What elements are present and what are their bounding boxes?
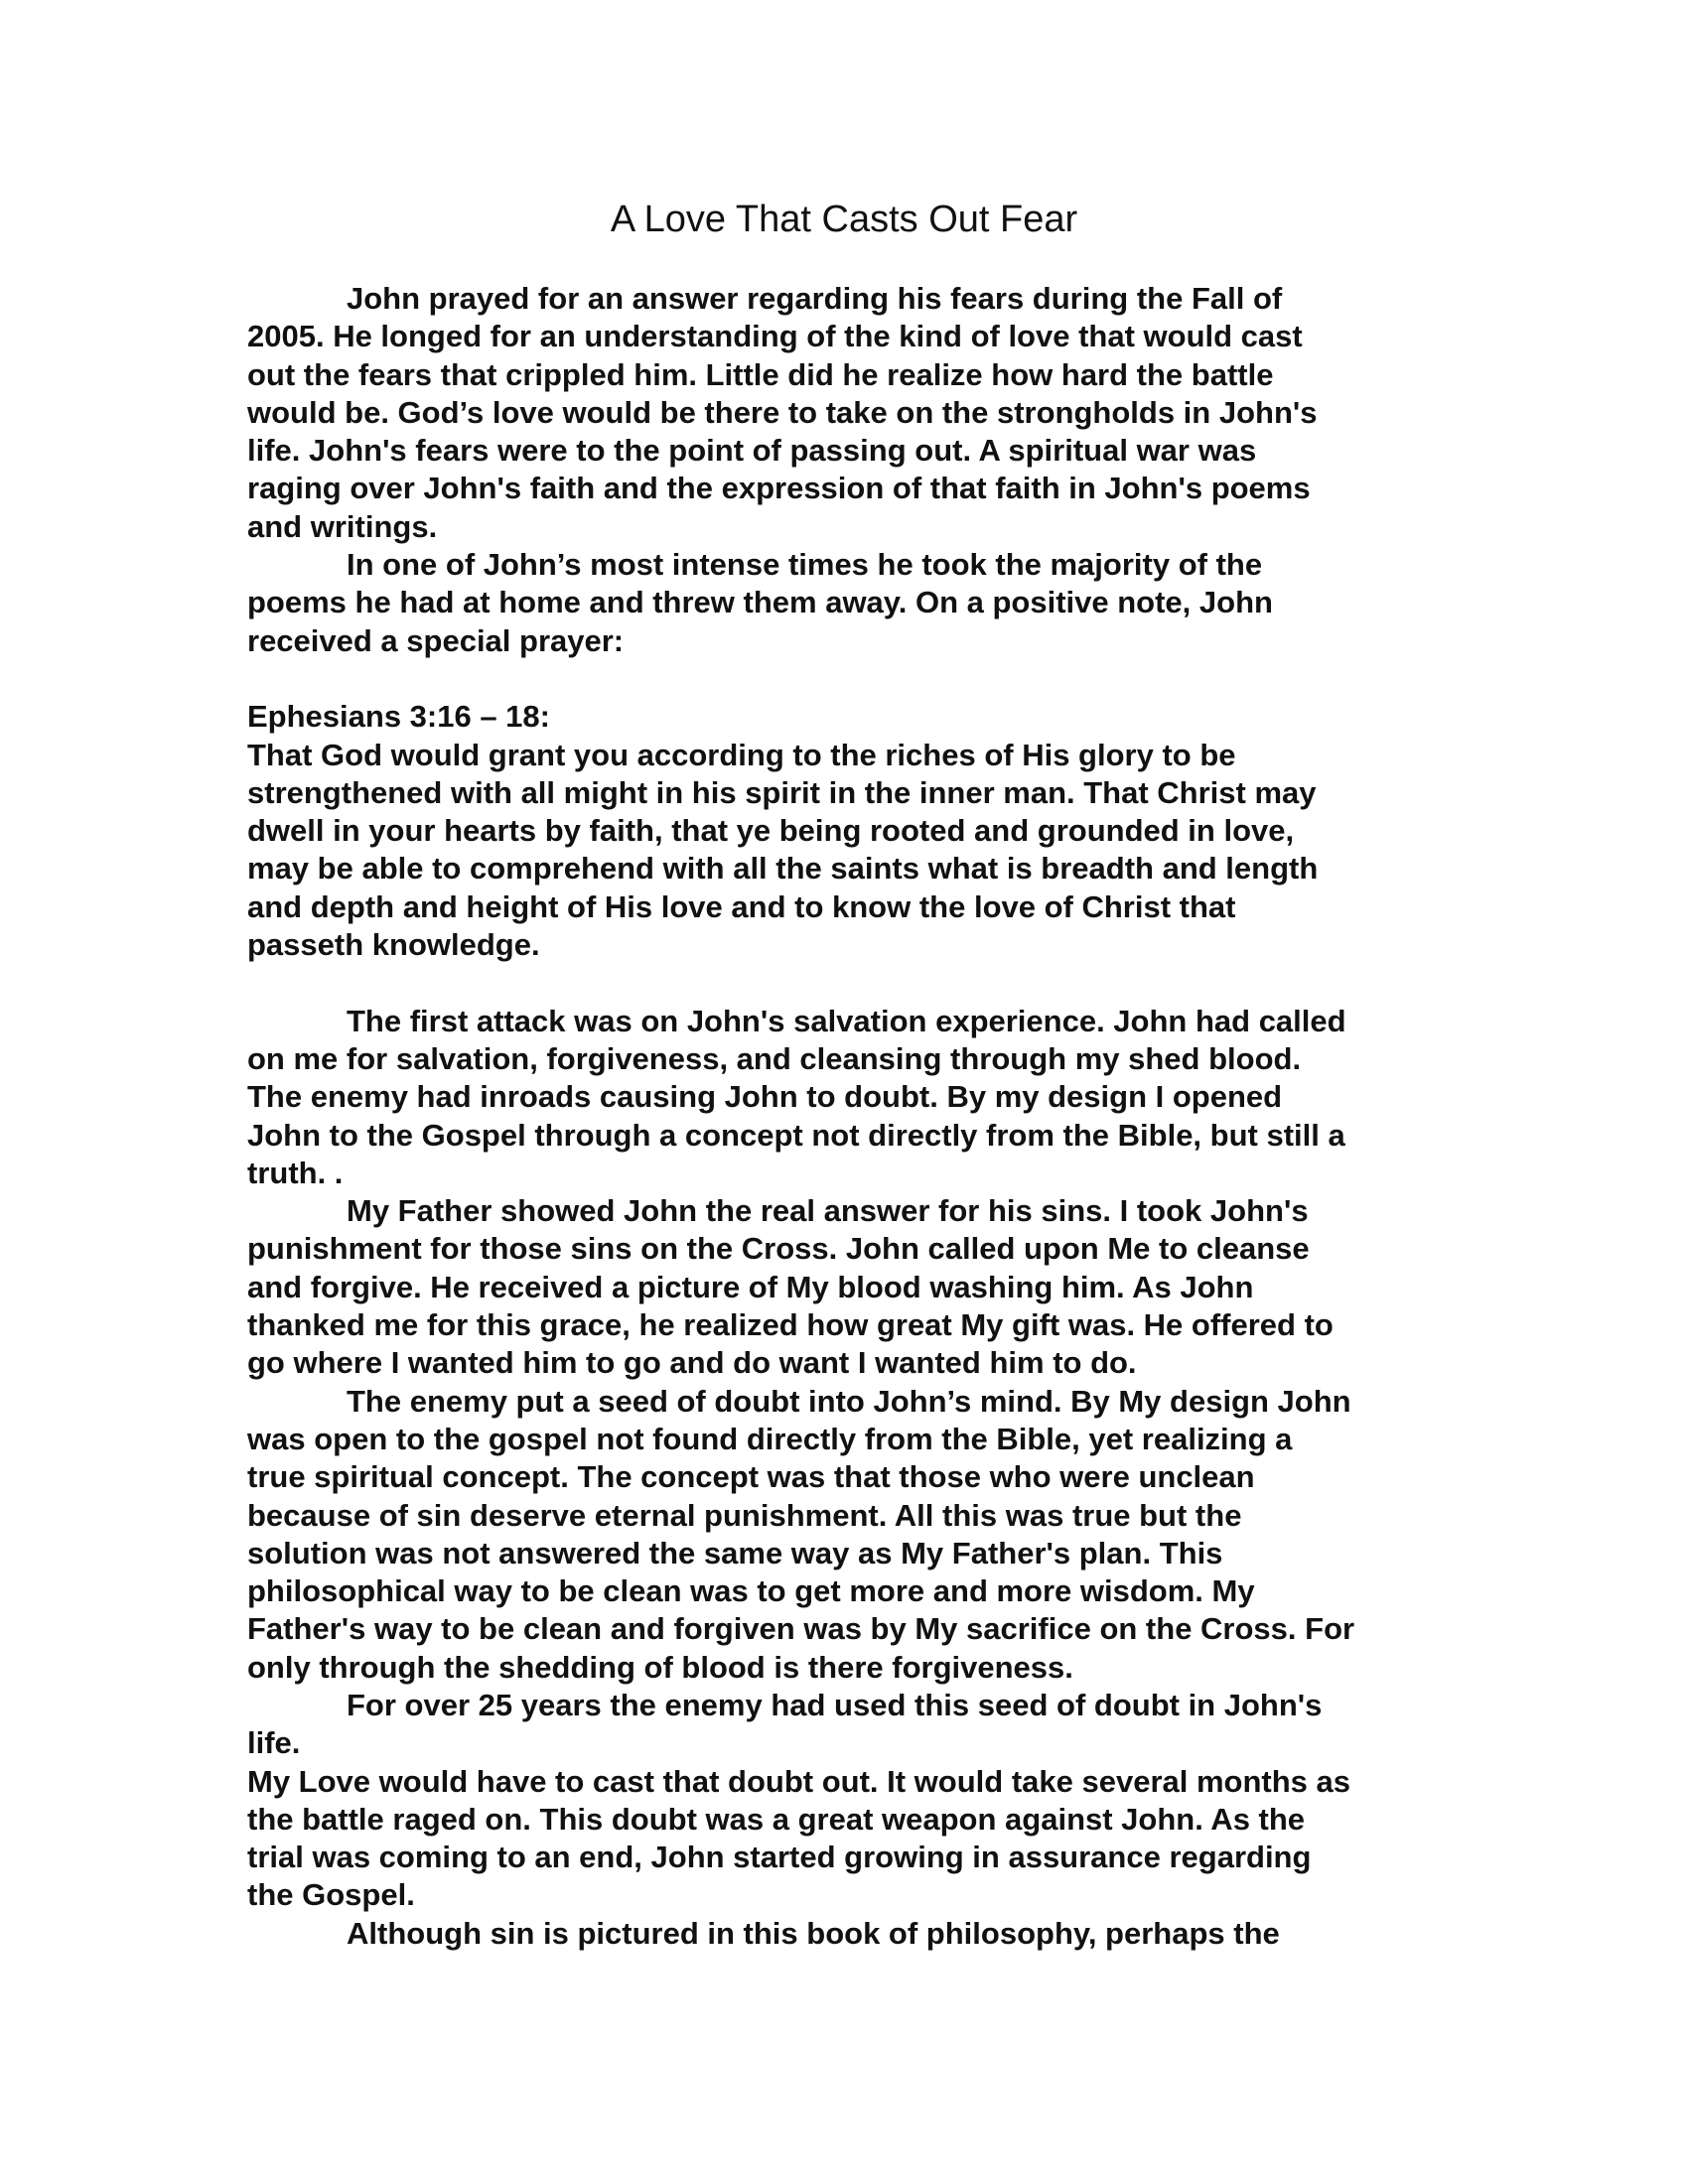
text-line: Ephesians 3:16 – 18: [247,699,550,735]
text-line: The enemy put a seed of doubt into John’s mind. By My design John [347,1383,1351,1419]
text-line: poems he had at home and threw them away. On a positive note, John [247,585,1273,620]
text-line: true spiritual concept. The concept was that those who were unclean [247,1459,1255,1495]
text-line: dwell in your hearts by faith, that ye being rooted and grounded in love, [247,813,1295,849]
text-line: was open to the gospel not found directly from the Bible, yet realizing a [247,1421,1293,1456]
text-line: out the fears that crippled him. Little did he realize how hard the battle [247,356,1274,392]
text-line: life. [247,1725,301,1761]
text-line: philosophical way to be clean was to get more and more wisdom. My [247,1573,1255,1609]
body-text [247,280,1439,1953]
text-line: would be. God’s love would be there to take on the strongholds in John's [247,394,1318,430]
text-line: may be able to comprehend with all the saints what is breadth and length [247,851,1319,887]
text-line: Although sin is pictured in this book of philosophy, perhaps the [347,1915,1280,1951]
text-line: raging over John's faith and the expression of that faith in John's poems [247,471,1311,506]
text-line: truth. . [247,1155,344,1190]
text-line: received a special prayer: [247,622,625,658]
text-line: For over 25 years the enemy had used this seed of doubt in John's [347,1687,1323,1722]
text-line: thanked me for this grace, he realized how great My gift was. He offered to [247,1307,1334,1343]
blank-line [247,660,1439,698]
text-line: the Gospel. [247,1877,415,1913]
text-line: passeth knowledge. [247,927,540,963]
text-line: and depth and height of His love and to know the love of Christ that [247,888,1236,924]
text-line: trial was coming to an end, John started growing in assurance regarding [247,1840,1312,1875]
text-line: the battle raged on. This doubt was a great weapon against John. As the [247,1801,1306,1837]
text-line: because of sin deserve eternal punishment. All this was true but the [247,1497,1242,1533]
text-line: 2005. He longed for an understanding of the kind of love that would cast [247,319,1303,354]
text-line: punishment for those sins on the Cross. John called upon Me to cleanse [247,1231,1310,1267]
text-line: The enemy had inroads causing John to doubt. By my design I opened [247,1079,1283,1115]
text-line: John to the Gospel through a concept not directly from the Bible, but still a [247,1117,1345,1153]
text-line: In one of John’s most intense times he took the majority of the [347,547,1263,583]
text-line: go where I wanted him to go and do want I wanted him to do. [247,1345,1137,1381]
text-line: and writings. [247,508,438,544]
text-line: The first attack was on John's salvation experience. John had called [347,1003,1346,1038]
text-line: strengthened with all might in his spirit in the inner man. That Christ may [247,774,1317,810]
text-line: on me for salvation, forgiveness, and cleansing through my shed blood. [247,1040,1302,1076]
text-line: only through the shedding of blood is there forgiveness. [247,1649,1073,1685]
text-line: John prayed for an answer regarding his fears during the Fall of [347,281,1283,316]
text-line: life. John's fears were to the point of passing out. A spiritual war was [247,433,1257,469]
text-line: Father's way to be clean and forgiven was by My sacrifice on the Cross. For [247,1611,1355,1647]
page-title: A Love That Casts Out Fear [610,199,1078,240]
text-line: That God would grant you according to the riches of His glory to be [247,737,1236,772]
text-line: My Love would have to cast that doubt out. It would take several months as [247,1763,1351,1799]
text-line: solution was not answered the same way as My Father's plan. This [247,1535,1223,1570]
blank-line [247,964,1439,1002]
text-line: My Father showed John the real answer for his sins. I took John's [347,1193,1309,1229]
text-line: and forgive. He received a picture of My blood washing him. As John [247,1269,1254,1304]
